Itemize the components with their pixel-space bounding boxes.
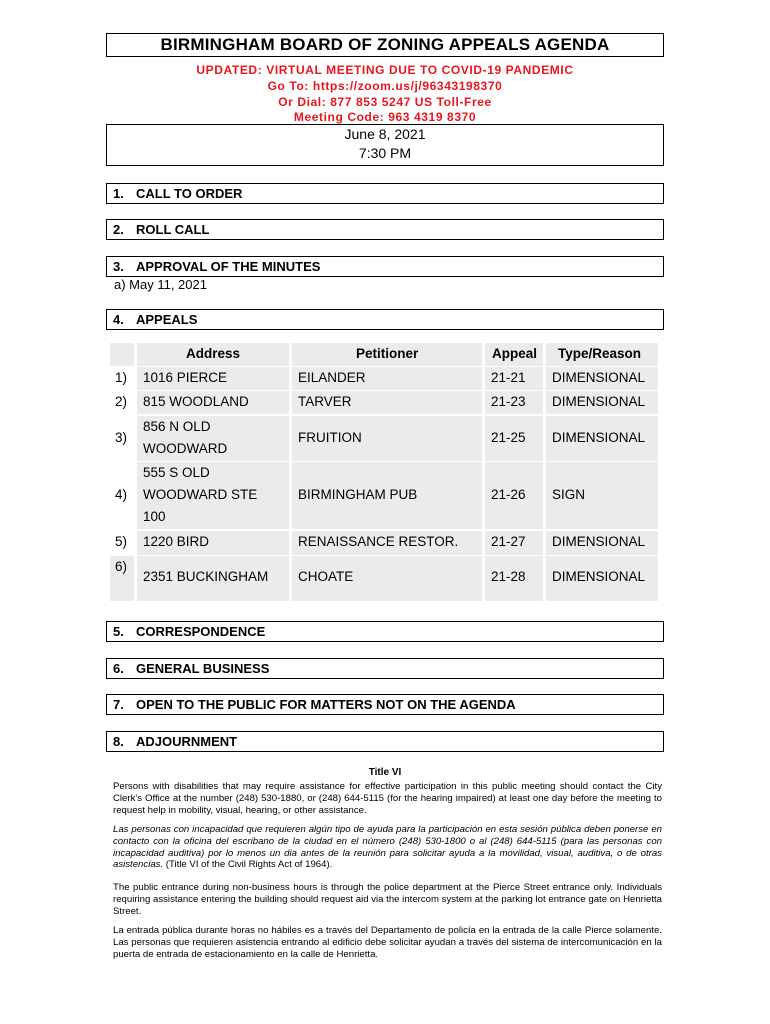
section-label: APPROVAL OF THE MINUTES [136, 259, 321, 274]
table-header-cell [292, 343, 482, 366]
section-call-to-order [106, 183, 664, 204]
petitioner-cell [292, 462, 482, 529]
section-adjournment [106, 731, 664, 752]
petitioner-cell [292, 531, 482, 555]
appeal-number: 21-27 [491, 534, 526, 549]
type-cell [546, 391, 658, 414]
appeal-number: 21-25 [491, 430, 526, 445]
row-number-cell [110, 556, 134, 601]
address-line: 100 [143, 509, 166, 524]
petitioner: CHOATE [298, 569, 354, 584]
agenda-title: BIRMINGHAM BOARD OF ZONING APPEALS AGENDA [106, 33, 664, 57]
address-cell [137, 391, 289, 414]
address-cell [137, 367, 289, 390]
row-number: 5) [115, 534, 128, 549]
appeal-cell [485, 416, 543, 461]
section-open-to-public [106, 694, 664, 715]
type-cell [546, 531, 658, 555]
minutes-item: a) May 11, 2021 [114, 277, 207, 292]
notice-meeting-code: Meeting Code: 963 4319 8370 [293, 110, 477, 124]
type-reason: DIMENSIONAL [552, 534, 646, 549]
section-label: ROLL CALL [136, 222, 210, 237]
address: 815 WOODLAND [143, 394, 249, 409]
notice-zoom-link[interactable]: Go To: https://zoom.us/j/96343198370 [267, 79, 503, 93]
section-label: CALL TO ORDER [136, 186, 243, 201]
table-header-cell [137, 343, 289, 366]
petitioner-cell [292, 556, 482, 601]
appeal-cell [485, 462, 543, 529]
appeal-number: 21-26 [491, 487, 526, 502]
petitioner: TARVER [298, 394, 352, 409]
meeting-date: June 8, 2021 [344, 126, 426, 142]
notice-virtual-meeting: UPDATED: VIRTUAL MEETING DUE TO COVID-19 PANDEMIC [196, 63, 574, 77]
entrance-spanish: La entrada pública durante horas no hábiles es a través del Departamento de policía en la entrada de la calle Pierce solamente. Las personas que requieren asistencia entrando al edificio debe solicitar ayudan a través del sistema de intercomunicación en la puerta de entrada de estacionamiento en la calle de Henrietta. [113, 925, 662, 960]
section-label: CORRESPONDENCE [136, 624, 266, 639]
section-number: 6. [113, 661, 124, 676]
type-cell [546, 556, 658, 601]
address-cell [137, 462, 289, 529]
section-number: 8. [113, 734, 124, 749]
header-type-reason: Type/Reason [558, 346, 642, 361]
type-reason: DIMENSIONAL [552, 394, 646, 409]
section-number: 2. [113, 222, 124, 237]
meeting-date-box [106, 124, 664, 166]
row-number: 6) [115, 559, 128, 574]
appeal-number: 21-23 [491, 394, 526, 409]
section-number: 1. [113, 186, 124, 201]
petitioner: FRUITION [298, 430, 362, 445]
petitioner-cell [292, 416, 482, 461]
type-reason: DIMENSIONAL [552, 370, 646, 385]
address: 1220 BIRD [143, 534, 210, 549]
appeal-cell [485, 391, 543, 414]
section-number: 5. [113, 624, 124, 639]
type-reason: DIMENSIONAL [552, 569, 646, 584]
entrance-english: The public entrance during non-business hours is through the police department at the Pierce Street entrance only. Individuals requiring assistance entering the building should request aid via the intercom system at the parking lot entrance gate on Henrietta Street. [113, 882, 662, 917]
type-cell [546, 367, 658, 390]
row-number: 1) [115, 370, 128, 385]
type-reason: DIMENSIONAL [552, 430, 646, 445]
petitioner: RENAISSANCE RESTOR. [298, 534, 459, 549]
address-line: 555 S OLD [143, 465, 210, 480]
address: 1016 PIERCE [143, 370, 228, 385]
petitioner: EILANDER [298, 370, 366, 385]
section-approval-minutes [106, 256, 664, 277]
address-cell [137, 556, 289, 601]
row-number: 4) [115, 487, 128, 502]
address-line: WOODWARD [143, 441, 228, 456]
header-address: Address [186, 346, 241, 361]
section-appeals [106, 309, 664, 330]
appeal-number: 21-21 [491, 370, 526, 385]
type-cell [546, 416, 658, 461]
meeting-time: 7:30 PM [358, 145, 412, 161]
section-number: 3. [113, 259, 124, 274]
row-number: 2) [115, 394, 128, 409]
section-roll-call [106, 219, 664, 240]
section-correspondence [106, 621, 664, 642]
section-general-business [106, 658, 664, 679]
petitioner: BIRMINGHAM PUB [298, 487, 418, 502]
table-header-blank [110, 343, 134, 366]
type-reason: SIGN [552, 487, 586, 502]
address-cell [137, 416, 289, 461]
type-cell [546, 462, 658, 529]
address: 2351 BUCKINGHAM [143, 569, 269, 584]
section-label: ADJOURNMENT [136, 734, 238, 749]
table-header-cell [546, 343, 658, 366]
address-line: 856 N OLD [143, 419, 211, 434]
section-label: OPEN TO THE PUBLIC FOR MATTERS NOT ON THE AGENDA [136, 697, 516, 712]
title-vi-heading: Title VI [368, 767, 402, 778]
title-vi-citation: (Title VI of the Civil Rights Act of 1964). [163, 859, 333, 871]
notice-dial-number: Or Dial: 877 853 5247 US Toll-Free [278, 95, 492, 109]
title-vi-spanish [113, 824, 662, 871]
header-appeal: Appeal [492, 346, 538, 361]
table-header-cell [485, 343, 543, 366]
petitioner-cell [292, 391, 482, 414]
title-vi-english: Persons with disabilities that may require assistance for effective participation in this public meeting should contact the City Clerk's Office at the number (248) 530-1880, or (248) 644-5115 (for the hearing impaired) at least one day before the meeting to request help in mobility, visual, hearing, or other assistance. [113, 781, 662, 816]
title-vi-spanish-text: Las personas con incapacidad que requieren algún tipo de ayuda para la participación en esta sesión pública deben ponerse en contacto con la oficina del escribano de la ciudad en el número (248) 530-1800 o al (248) 644-5115 (para las personas con incapacidad auditiva) por lo menos un dia antes de la reunión para solicitar ayuda a la movilidad, visual, auditiva, o de otras asistencias. [113, 824, 662, 871]
section-label: GENERAL BUSINESS [136, 661, 270, 676]
section-label: APPEALS [136, 312, 198, 327]
section-number: 7. [113, 697, 124, 712]
header-petitioner: Petitioner [356, 346, 419, 361]
appeal-cell [485, 556, 543, 601]
row-number: 3) [115, 430, 128, 445]
appeal-number: 21-28 [491, 569, 526, 584]
address-line: WOODWARD STE [143, 487, 258, 502]
section-number: 4. [113, 312, 124, 327]
appeal-cell [485, 367, 543, 390]
address-cell [137, 531, 289, 555]
petitioner-cell [292, 367, 482, 390]
appeal-cell [485, 531, 543, 555]
